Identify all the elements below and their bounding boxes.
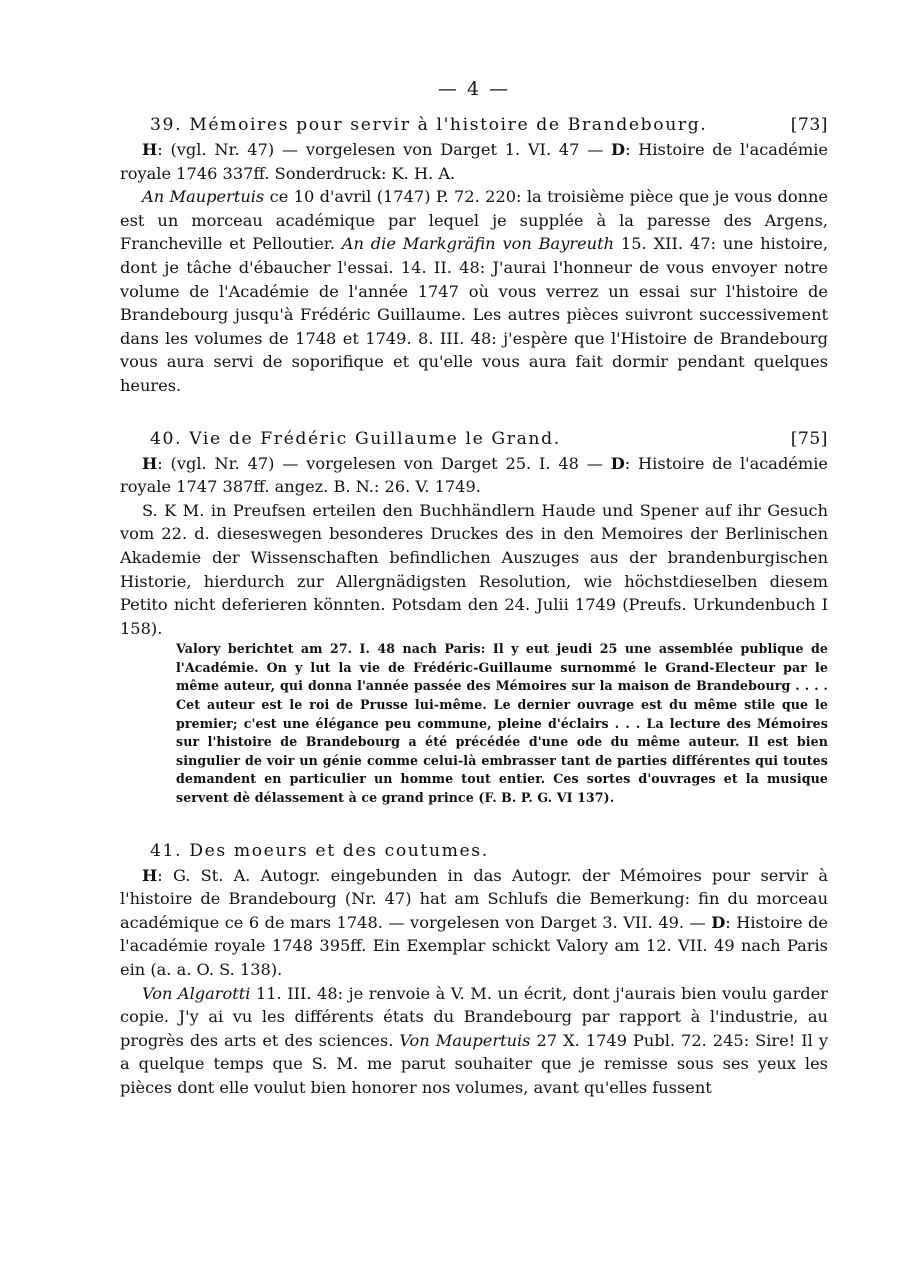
entry-source-paragraph [120,138,828,185]
d-text: : Histoire de l'académie royale 1748 395ff. Ein Exemplar schickt Valory am 12. VII. 49 nach Paris ein (a. a. O. S. 138). [120,912,828,979]
entry-ref: [73] [790,115,828,135]
section-gap [120,398,828,426]
page-number: — 4 — [437,78,511,100]
entry-body-paragraph [120,185,828,397]
entry-40 [120,426,828,808]
italic-source: Von Maupertuis [399,1030,531,1050]
entry-body-paragraph [120,982,828,1100]
entry-title: 41. Des moeurs et des coutumes. [150,840,489,861]
entry-body-paragraph: S. K M. in Preufsen erteilen den Buchhändlern Haude und Spener auf ihr Gesuch vom 22. d. dieseswegen besonderes Druckes des in den Memoires der Berlinischen Akademie der Wissenschaften befindlichen Auszuges aus der brandenburgischen Historie, hierdurch zur Allergnädigsten Resolution, wie höchstdieselben diesem Petito nicht deferieren könnten. Potsdam den 24. Julii 1749 (Preufs. Urkundenbuch I 158). [120,500,828,638]
entry-heading [120,838,828,864]
d-label: D [611,140,626,159]
d-label: D [610,453,625,473]
h-label: H [142,865,158,885]
d-text: : Histoire de l'académie royale 1746 337ff. Sonderdruck: K. H. A. [120,140,828,183]
body-text: 27 X. 1749 Publ. 72. 245: Sire! Il y a quelque temps que S. M. me parut souhaiter que je remisse sous ses yeux les pièces dont elle voulut bien honorer nos volumes, avant qu'elles fussent [120,1030,828,1097]
entry-quote-paragraph: Valory berichtet am 27. I. 48 nach Paris: Il y eut jeudi 25 une assemblée publique de l'Académie. On y lut la vie de Frédéric-Guillaume surnommé le Grand-Electeur par le même auteur, qui donna l'année passée des Mémoires sur la maison de Brandebourg . . . . Cet auteur est le roi de Prusse lui-même. Le dernier ouvrage est du même stile que le premier; c'est une élégance peu commune, pleine d'éclairs . . . La lecture des Mémoires sur l'histoire de Brandebourg a été précédée d'une ode du même auteur. Il est bien singulier de voir un génie comme celui-là embrasser tant de parties différentes qui toutes demandent en particulier un homme tout entier. Ces sortes d'ouvrages et la musique servent dè délassement à ce grand prince (F. B. P. G. VI 137). [176,641,828,806]
d-text: : Histoire de l'académie royale 1747 387ff. angez. B. N.: 26. V. 1749. [120,453,828,497]
section-gap [120,808,828,838]
italic-source: An die Markgräfin von Bayreuth [341,234,615,254]
entry-heading [120,426,828,452]
body-text: ce 10 d'avril (1747) P. 72. 220: la troisième pièce que je vous donne est un morceau académique par lequel je supplée à la paresse des Argens, Francheville et Pelloutier. [120,187,828,254]
h-text: : (vgl. Nr. 47) — vorgelesen von Darget 1. VI. 47 — [157,140,612,159]
entry-heading [120,112,828,138]
entry-title: 39. Mémoires pour servir à l'histoire de Brandebourg. [150,115,708,135]
entry-title: 40. Vie de Frédéric Guillaume le Grand. [150,428,561,449]
entry-41 [120,838,828,1100]
entry-source-paragraph [120,864,828,982]
h-text: : G. St. A. Autogr. eingebunden in das Autogr. der Mémoires pour servir à l'histoire de Brandebourg (Nr. 47) hat am Schlufs die Bemerkung: fin du morceau académique ce 6 de mars 1748. — vorgelesen von Darget 3. VII. 49. — [120,865,828,932]
entry-ref: [75] [790,428,828,449]
h-label: H [142,453,158,473]
document-page [120,78,828,1100]
body-text: 15. XII. 47: une histoire, dont je tâche d'ébaucher l'essai. 14. II. 48: J'aurai l'honneur de vous envoyer notre volume de l'Académie de l'année 1747 où vous verrez un essai sur l'histoire de Brandebourg jusqu'à Frédéric Guillaume. Les autres pièces suivront successivement dans les volumes de 1748 et 1749. 8. III. 48: j'espère que l'Histoire de Brandebourg vous aura servi de soporifique et qu'elle vous aura fait dormir pendant quelques heures. [120,234,828,395]
italic-source: Von Algarotti [142,983,251,1003]
entry-source-paragraph [120,452,828,499]
body-text: 11. III. 48: je renvoie à V. M. un écrit, dont j'aurais bien voulu garder copie. J'y ai vu les différents états du Brandebourg par rapport à l'industrie, au progrès des arts et des sciences. [120,983,828,1050]
d-label: D [711,912,726,932]
italic-source: An Maupertuis [142,187,265,207]
h-label: H [142,140,158,159]
entry-39 [120,112,828,398]
h-text: : (vgl. Nr. 47) — vorgelesen von Darget 25. I. 48 — [157,453,611,473]
